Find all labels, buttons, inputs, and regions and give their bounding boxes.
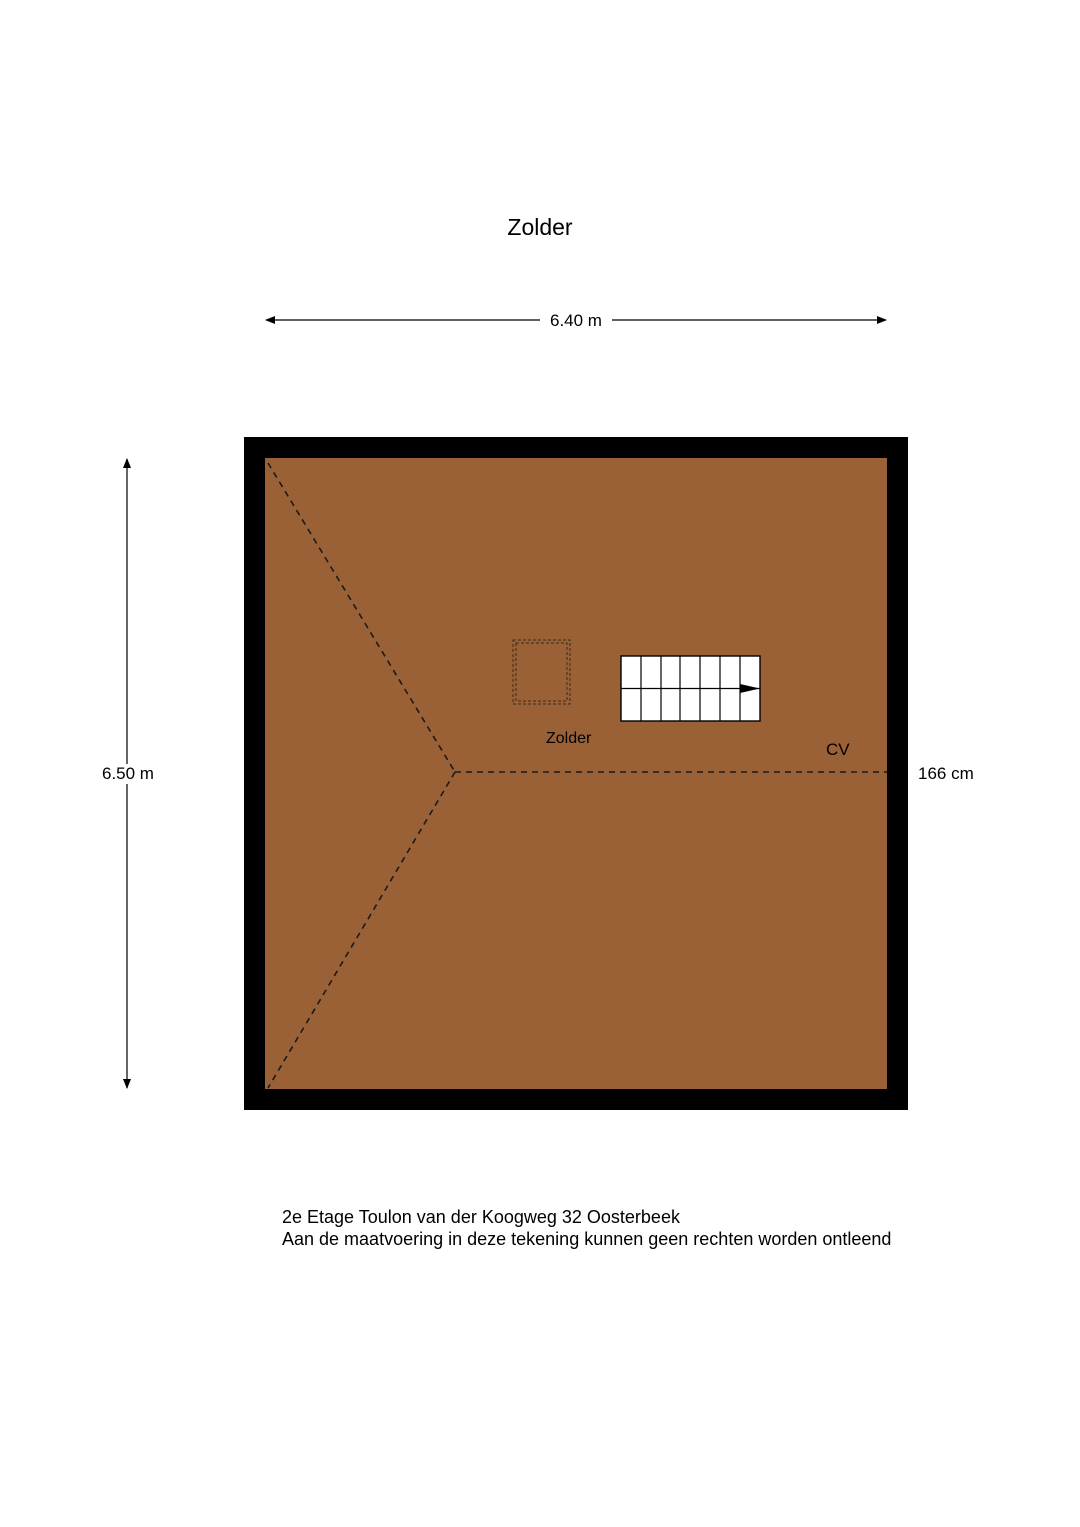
floor-title: Zolder bbox=[507, 214, 573, 240]
footer-address: 2e Etage Toulon van der Koogweg 32 Oosterbeek bbox=[282, 1207, 680, 1227]
footer-disclaimer: Aan de maatvoering in deze tekening kunnen geen rechten worden ontleend bbox=[282, 1229, 892, 1249]
attic-floor bbox=[265, 458, 887, 1089]
staircase bbox=[621, 656, 760, 721]
side-dimension-label: 166 cm bbox=[918, 764, 974, 783]
height-dimension-label: 6.50 m bbox=[96, 764, 160, 784]
width-dimension-label: 6.40 m bbox=[540, 311, 612, 331]
room-label-cv: CV bbox=[826, 740, 850, 759]
footer-notes bbox=[282, 1206, 891, 1250]
room-label-zolder: Zolder bbox=[546, 730, 592, 747]
